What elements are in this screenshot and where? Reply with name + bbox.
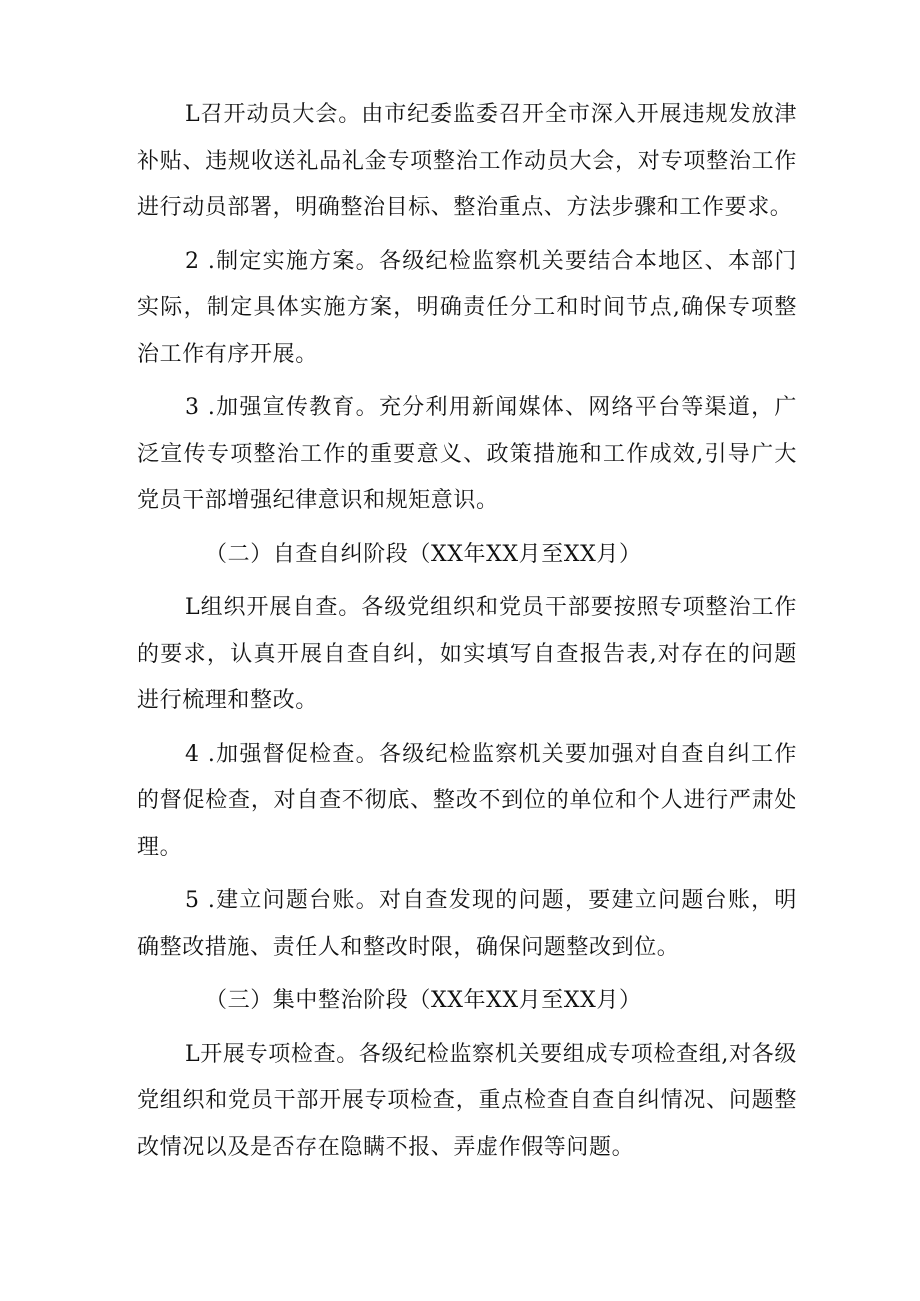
paragraph-mobilization-meeting: L召开动员大会。由市纪委监委召开全市深入开展违规发放津补贴、违规收送礼品礼金专项整治工作动员大会，对专项整治工作进行动员部署，明确整治目标、整治重点、方法步骤和工作要求。 — [137, 102, 797, 220]
document-page — [137, 92, 797, 1171]
paragraph-supervision-check: 4 .加强督促检查。各级纪检监察机关要加强对自查自纠工作的督促检查，对自查不彻底、整改不到位的单位和个人进行严肃处理。 — [137, 741, 797, 860]
paragraph-special-inspection: L开展专项检查。各级纪检监察机关要组成专项检查组,对各级党组织和党员干部开展专项检查，重点检查自查自纠情况、问题整改情况以及是否存在隐瞒不报、弄虚作假等问题。 — [137, 1041, 797, 1160]
paragraph-problem-ledger: 5 .建立问题台账。对自查发现的问题，要建立问题台账，明确整改措施、责任人和整改时限，确保问题整改到位。 — [137, 888, 797, 960]
section-heading-self-inspection: （二）自查自纠阶段（XX年XX月至XX月） — [205, 541, 642, 567]
paragraph-publicity-education: 3 .加强宣传教育。充分利用新闻媒体、网络平台等渠道，广泛宣传专项整治工作的重要意义、政策措施和工作成效,引导广大党员干部增强纪律意识和规矩意识。 — [137, 395, 797, 513]
section-heading-centralized-rectification: （三）集中整治阶段（XX年XX月至XX月） — [205, 988, 642, 1013]
paragraph-implementation-plan: 2 .制定实施方案。各级纪检监察机关要结合本地区、本部门实际，制定具体实施方案，明确责任分工和时间节点,确保专项整治工作有序开展。 — [137, 248, 797, 367]
paragraph-organize-self-check: L组织开展自查。各级党组织和党员干部要按照专项整治工作的要求，认真开展自查自纠，如实填写自查报告表,对存在的问题进行梳理和整改。 — [137, 595, 797, 713]
